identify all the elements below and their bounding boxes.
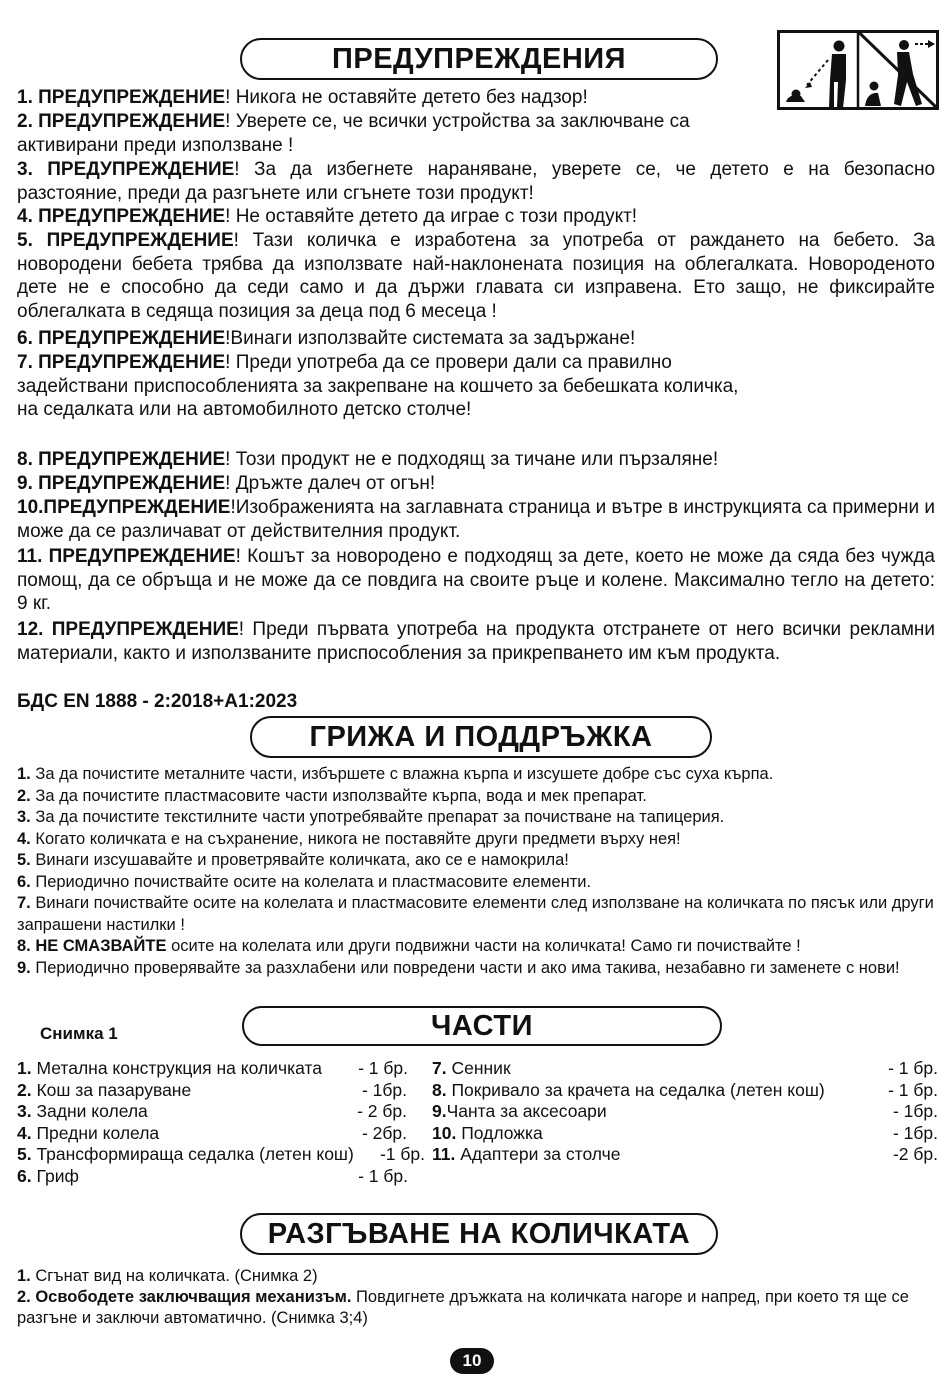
warnings-title [240, 38, 718, 80]
warnings-title-text: ПРЕДУПРЕЖДЕНИЯ [332, 42, 626, 75]
page-number [450, 1348, 494, 1374]
part-11: 11. Адаптери за столче -2 бр. [432, 1144, 938, 1165]
parts-image-ref: Снимка 1 [40, 1024, 118, 1043]
warning-5: 5. ПРЕДУПРЕЖДЕНИЕ! Тази количка е изработена за употреба от раждането на бебето. За новородени бебета трябва да използвате най-наклонената позиция на облегалката. Новороденото дете не е способно да седи само и да държи главата си изправена. Ето защо, не фиксирайте облегалката в седяща позиция за деца под 6 месеца ! [17, 230, 935, 323]
parts-list-right [432, 1058, 938, 1166]
care-title [250, 716, 712, 758]
parts-list-left [17, 1058, 425, 1188]
part-2: 2. Кош за пазаруване - 1бр. [17, 1079, 407, 1100]
warning-1: 1. ПРЕДУПРЕЖДЕНИЕ! Никога не оставяйте детето без надзор! [17, 87, 588, 108]
part-8: 8. Покривало за крачета на седалка (летен кош) - 1 бр. [432, 1079, 938, 1100]
care-item-6: 6. Периодично почиствайте осите на колелата и пластмасовите елементи. [17, 872, 592, 891]
unfold-item-1: 1. Сгънат вид на количката. (Снимка 2) [17, 1267, 318, 1285]
part-6: 6. Гриф - 1 бр. [17, 1165, 408, 1186]
part-4: 4. Предни колела - 2бр. [17, 1122, 407, 1143]
care-item-7: 7. Винаги почиствайте осите на колелата и пластмасовите елементи след използване на количката по пясък или други запрашени настилки ! [17, 894, 934, 934]
unfold-item-2: 2. Освободете заключващия механизъм. Повдигнете дръжката на количката нагоре и напред, при което тя ще се разгъне и заключи автоматично. (Снимка 3;4) [17, 1288, 909, 1327]
care-title-text: ГРИЖА И ПОДДРЪЖКА [309, 720, 653, 753]
warning-7: 7. ПРЕДУПРЕЖДЕНИЕ! Преди употреба да се провери дали са правилно задействани приспособленията за закрепване на кошчето за бебешката количка, на седалката или на автомобилното детско столче! [17, 352, 739, 421]
warning-9: 9. ПРЕДУПРЕЖДЕНИЕ! Дръжте далеч от огън! [17, 473, 436, 494]
warning-8: 8. ПРЕДУПРЕЖДЕНИЕ! Този продукт не е подходящ за тичане или пързаляне! [17, 449, 719, 470]
warning-11: 11. ПРЕДУПРЕЖДЕНИЕ! Кошът за новородено е подходящ за дете, което не може да сяда без чужда помощ, да се обръща и не може да се повдига на своите ръце и колене. Максимално тегло на детето: 9 кг. [17, 546, 935, 615]
unfold-list [17, 1266, 937, 1329]
parts-title-text: ЧАСТИ [431, 1009, 533, 1042]
part-1: 1. Метална конструкция на количката - 1 бр. [17, 1058, 408, 1078]
warning-10: 10.ПРЕДУПРЕЖДЕНИЕ!Изображенията на заглавната страница и вътре в инструкцията са примерни и може да се различават от действителния продукт. [17, 497, 935, 542]
child-unattended-pictogram-icon [777, 30, 939, 110]
warning-12: 12. ПРЕДУПРЕЖДЕНИЕ! Преди първата употреба на продукта отстранете от него всички рекламни материали, както и използваните приспособления за прикрепването им към продукта. [17, 619, 935, 664]
part-10: 10. Подложка - 1бр. [432, 1122, 938, 1143]
parts-title [242, 1006, 722, 1046]
warning-2: 2. ПРЕДУПРЕЖДЕНИЕ! Уверете се, че всички устройства за заключване са активирани преди използване ! [17, 111, 690, 156]
unfold-title [240, 1213, 718, 1255]
page-number-text: 10 [462, 1351, 482, 1370]
care-item-5: 5. Винаги изсушавайте и проветрявайте количката, ако се е намокрила! [17, 851, 569, 869]
care-item-1: 1. За да почистите металните части, избършете с влажна кърпа и изсушете добре със суха кърпа. [17, 765, 774, 783]
unfold-title-text: РАЗГЪВАНЕ НА КОЛИЧКАТА [267, 1217, 691, 1250]
part-7: 7. Сенник - 1 бр. [432, 1058, 938, 1078]
care-item-4: 4. Когато количката е на съхранение, никога не поставяйте други предмети върху нея! [17, 829, 681, 848]
care-item-3: 3. За да почистите текстилните части употребявайте препарат за почистване на тапицерия. [17, 808, 725, 826]
care-item-8: 8. НЕ СМАЗВАЙТЕ осите на колелата или други подвижни части на количката! Само ги почиствайте ! [17, 937, 801, 955]
part-3: 3. Задни колела - 2 бр. [17, 1101, 407, 1122]
care-item-2: 2. За да почистите пластмасовите части използвайте кърпа, вода и мек препарат. [17, 786, 647, 805]
part-9: 9.Чанта за аксесоари - 1бр. [432, 1101, 938, 1122]
warning-4: 4. ПРЕДУПРЕЖДЕНИЕ! Не оставяйте детето да играе с този продукт! [17, 206, 638, 227]
warning-3: 3. ПРЕДУПРЕЖДЕНИЕ! За да избегнете нараняване, уверете се, че детето е на безопасно разстояние, преди да разгънете или сгънете този продукт! [17, 159, 936, 204]
warning-6: 6. ПРЕДУПРЕЖДЕНИЕ!Винаги използвайте системата за задържане! [17, 328, 636, 349]
care-list [17, 764, 937, 979]
standard-reference: БДС EN 1888 - 2:2018+A1:2023 [17, 691, 298, 712]
care-item-9: 9. Периодично проверявайте за разхлабени или повредени части и ако има такива, незабавно ги заменете с нови! [17, 958, 900, 977]
part-5: 5. Трансформираща седалка (летен кош) -1 бр. [17, 1144, 425, 1165]
